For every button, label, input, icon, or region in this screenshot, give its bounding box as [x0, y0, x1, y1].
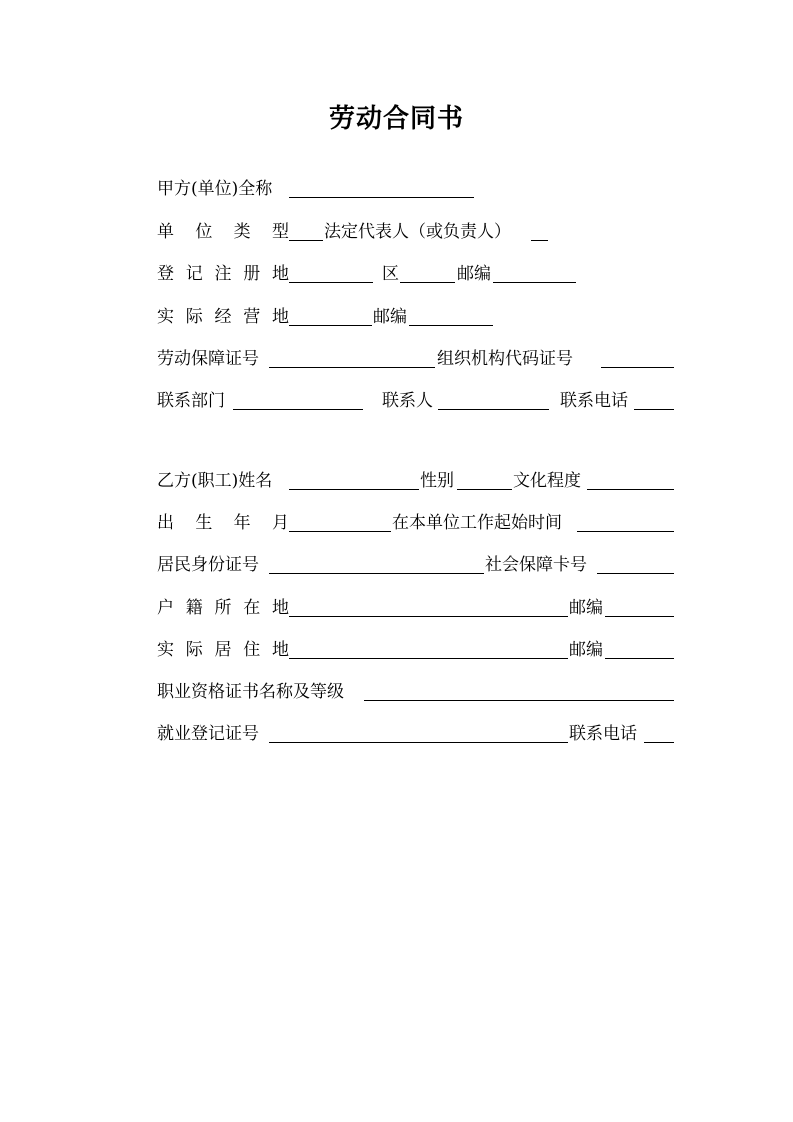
- party-a-full-name-field[interactable]: [289, 197, 474, 198]
- org-code-field[interactable]: [601, 367, 674, 368]
- household-postcode-label: 邮编: [569, 598, 603, 618]
- start-work-field[interactable]: [577, 531, 674, 532]
- residence-field[interactable]: [289, 658, 568, 659]
- household-address-field[interactable]: [289, 616, 568, 617]
- party-b-contact-phone-field[interactable]: [644, 742, 674, 743]
- legal-rep-label: 法定代表人（或负责人）: [324, 222, 511, 242]
- id-number-label: 居民身份证号: [157, 555, 259, 575]
- unit-type-label: 单 位 类 型: [157, 222, 289, 242]
- actual-address-label: 实 际 经 营 地: [157, 307, 289, 327]
- education-label: 文化程度: [513, 471, 581, 491]
- birth-label: 出 生 年 月: [157, 513, 289, 533]
- gender-field[interactable]: [457, 489, 512, 490]
- actual-postcode-field[interactable]: [409, 325, 493, 326]
- qualification-label: 职业资格证书名称及等级: [157, 682, 344, 702]
- reg-address-label: 登 记 注 册 地: [157, 264, 289, 284]
- qualification-field[interactable]: [364, 700, 674, 701]
- social-security-card-field[interactable]: [597, 573, 674, 574]
- employment-reg-field[interactable]: [269, 742, 568, 743]
- org-code-label: 组织机构代码证号: [437, 349, 573, 369]
- residence-postcode-field[interactable]: [605, 658, 674, 659]
- party-b-name-field[interactable]: [289, 489, 419, 490]
- document-title: 劳动合同书: [328, 104, 464, 134]
- party-b-name-label: 乙方(职工)姓名: [157, 471, 273, 491]
- labor-security-no-field[interactable]: [269, 367, 435, 368]
- contact-dept-label: 联系部门: [157, 391, 225, 411]
- reg-address-field[interactable]: [289, 282, 373, 283]
- party-b-contact-phone-label: 联系电话: [569, 724, 637, 744]
- contact-person-field[interactable]: [438, 409, 549, 410]
- education-field[interactable]: [587, 489, 674, 490]
- contact-dept-field[interactable]: [233, 409, 363, 410]
- contact-person-label: 联系人: [382, 391, 433, 411]
- social-security-card-label: 社会保障卡号: [485, 555, 587, 575]
- unit-type-field[interactable]: [289, 240, 323, 241]
- party-a-contact-phone-field[interactable]: [634, 409, 674, 410]
- employment-reg-label: 就业登记证号: [157, 724, 259, 744]
- residence-postcode-label: 邮编: [569, 640, 603, 660]
- reg-postcode-label: 邮编: [457, 264, 491, 284]
- gender-label: 性别: [420, 471, 454, 491]
- labor-security-no-label: 劳动保障证号: [157, 349, 259, 369]
- district-field[interactable]: [400, 282, 455, 283]
- household-postcode-field[interactable]: [605, 616, 674, 617]
- residence-label: 实 际 居 住 地: [157, 640, 289, 660]
- party-a-contact-phone-label: 联系电话: [560, 391, 628, 411]
- birth-field[interactable]: [289, 531, 391, 532]
- id-number-field[interactable]: [269, 573, 484, 574]
- party-a-full-name-label: 甲方(单位)全称: [157, 179, 273, 199]
- legal-rep-field[interactable]: [531, 240, 548, 241]
- actual-postcode-label: 邮编: [373, 307, 407, 327]
- district-label: 区: [382, 264, 399, 284]
- start-work-label: 在本单位工作起始时间: [392, 513, 562, 533]
- household-address-label: 户 籍 所 在 地: [157, 598, 289, 618]
- actual-address-field[interactable]: [289, 325, 372, 326]
- reg-postcode-field[interactable]: [493, 282, 576, 283]
